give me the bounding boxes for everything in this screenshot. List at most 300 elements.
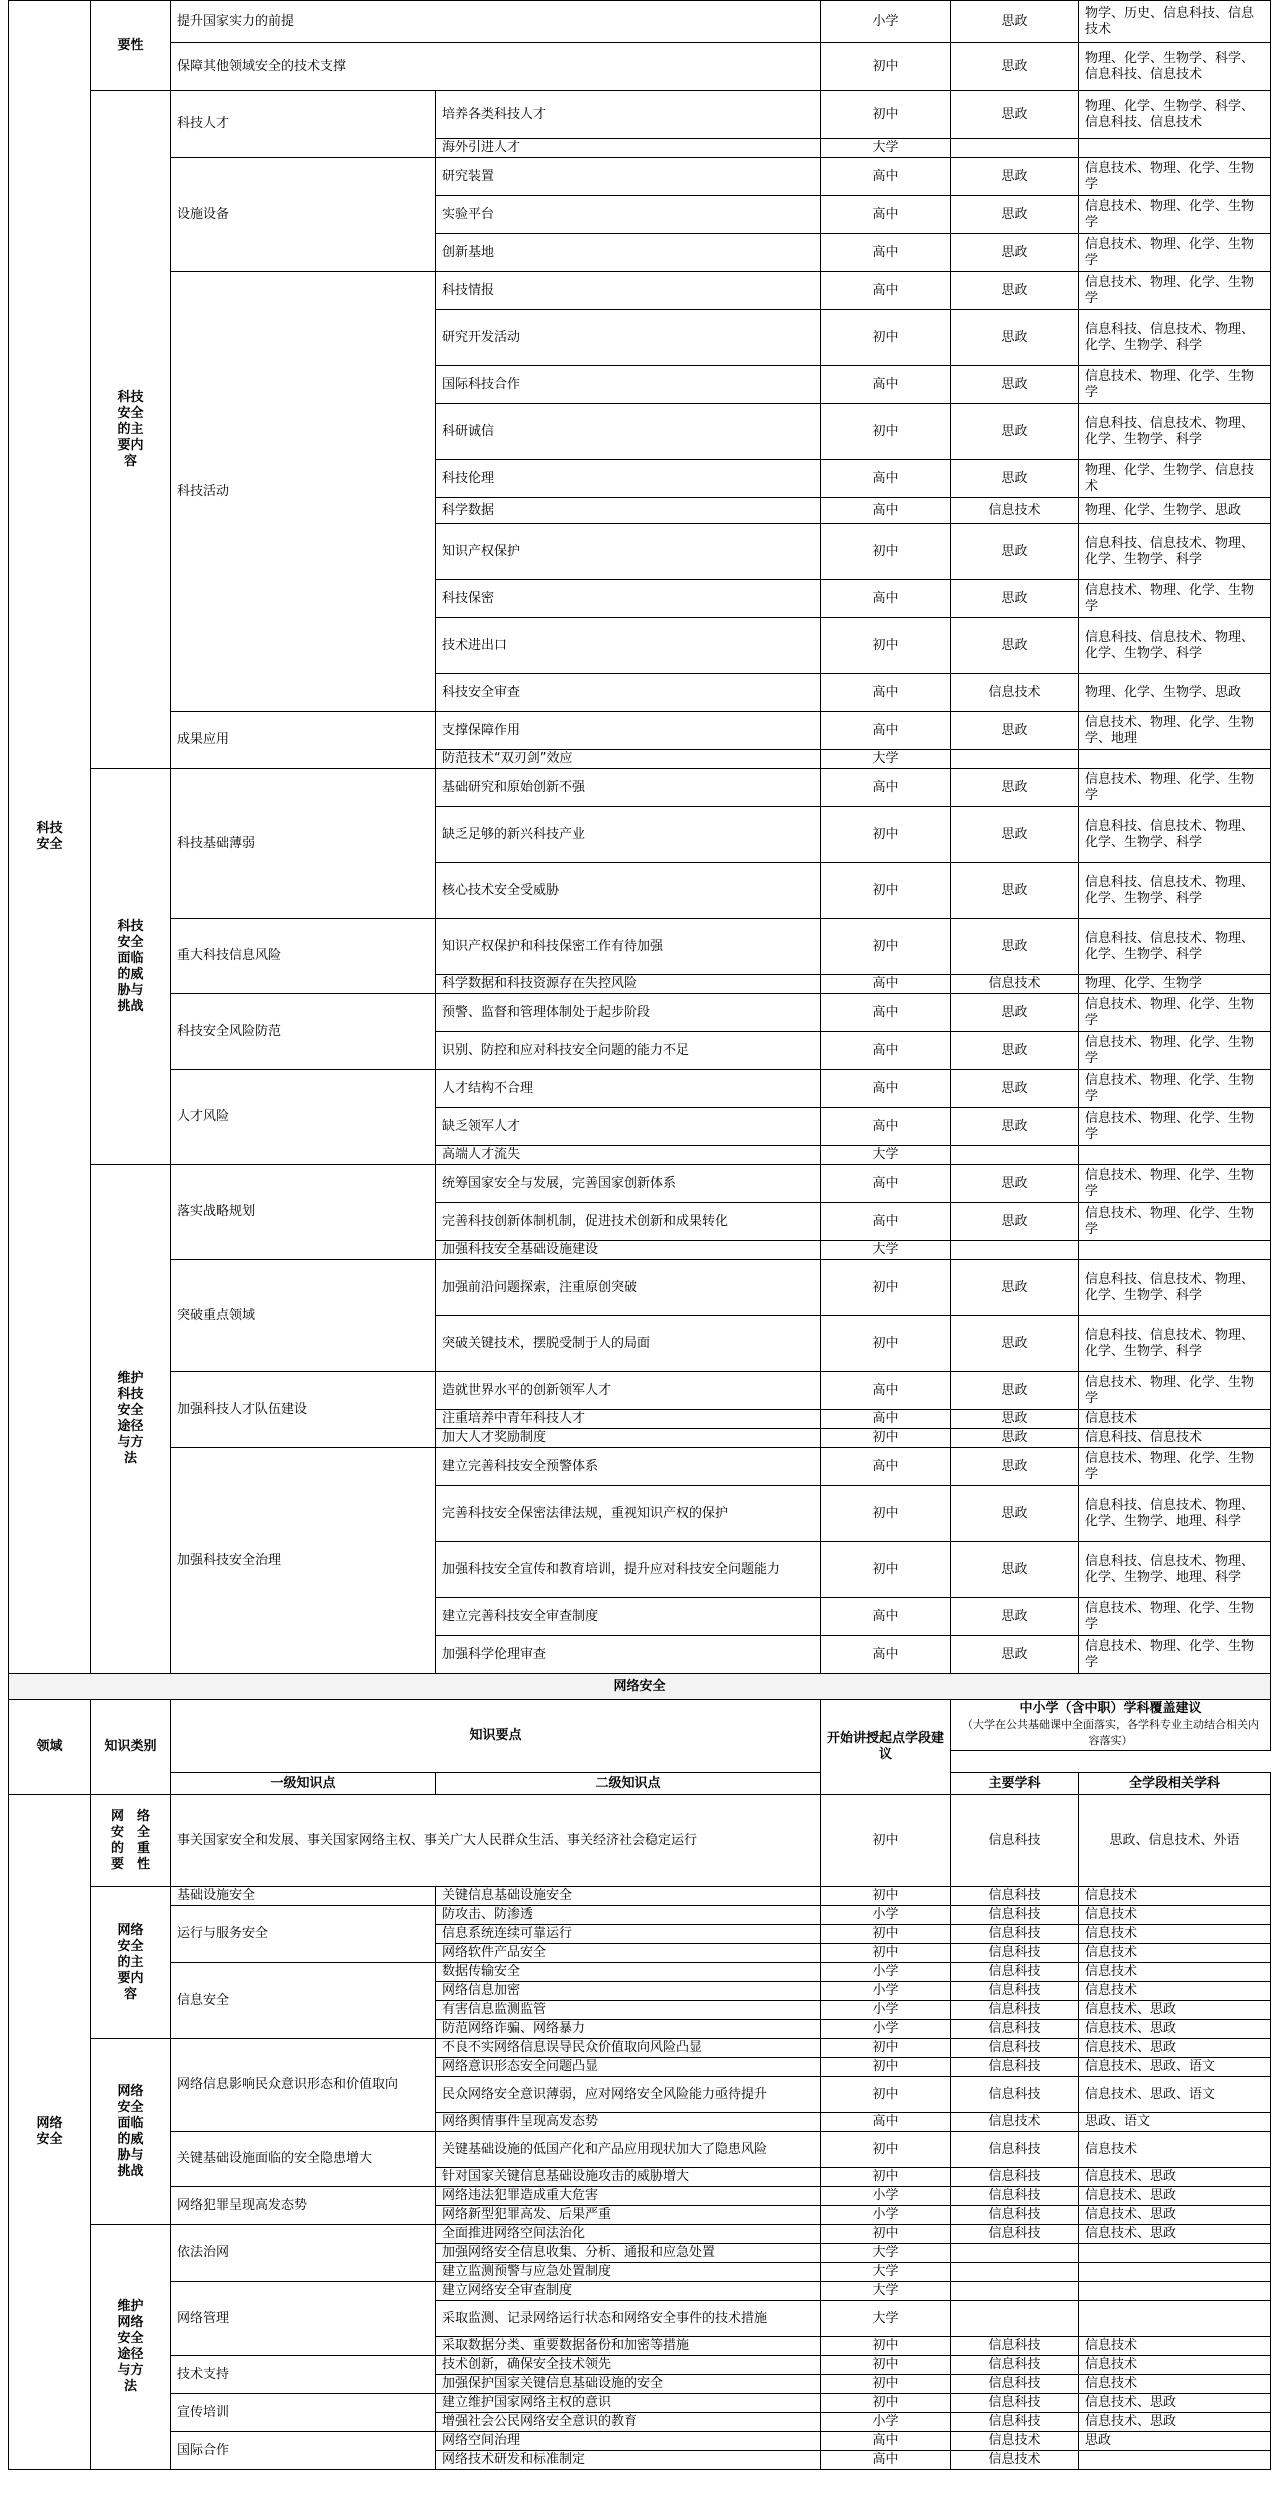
tech-level2-cell: 实验平台 (436, 196, 821, 234)
net-level2-cell: 民众网络安全意识薄弱，应对网络安全风险能力亟待提升 (436, 2077, 821, 2113)
tech-related-subject-cell (1079, 1146, 1271, 1165)
tech-row (9, 712, 1271, 750)
net-level2-cell: 建立网络安全审查制度 (436, 2282, 821, 2301)
tech-level2-cell: 完善科技安全保密法律法规，重视知识产权的保护 (436, 1486, 821, 1542)
net-level2-cell: 全面推进网络空间法治化 (436, 2225, 821, 2244)
tech-stage-cell: 高中 (821, 769, 951, 807)
tech-related-subject-cell: 信息技术、物理、化学、生物学 (1079, 1598, 1271, 1636)
tech-related-subject-cell: 信息科技、信息技术、物理、化学、生物学、科学 (1079, 807, 1271, 863)
tech-level2-cell: 知识产权保护和科技保密工作有待加强 (436, 919, 821, 975)
tech-level1-cell: 科技基础薄弱 (171, 769, 436, 919)
tech-level2-cell: 创新基地 (436, 234, 821, 272)
tech-level2-cell: 注重培养中青年科技人才 (436, 1410, 821, 1429)
header-main-subject: 主要学科 (951, 1773, 1079, 1795)
tech-stage-cell: 高中 (821, 272, 951, 310)
net-related-subject-cell: 信息技术 (1079, 1906, 1271, 1925)
net-row (9, 2039, 1271, 2058)
net-related-subject-cell: 思政、信息技术、外语 (1079, 1795, 1271, 1887)
tech-level2-cell: 完善科技创新体制机制，促进技术创新和成果转化 (436, 1203, 821, 1241)
tech-main-subject-cell: 思政 (951, 919, 1079, 975)
tech-level2-cell: 加大人才奖励制度 (436, 1429, 821, 1448)
tech-related-subject-cell: 信息科技、信息技术、物理、化学、生物学、地理、科学 (1079, 1486, 1271, 1542)
net-header-row (9, 1700, 1271, 1751)
net-level1-cell: 网络信息影响民众意识形态和价值取向 (171, 2039, 436, 2132)
tech-related-subject-cell: 物理、化学、生物学、信息技术 (1079, 460, 1271, 498)
net-level2-cell: 建立监测预警与应急处置制度 (436, 2263, 821, 2282)
tech-stage-cell: 初中 (821, 91, 951, 139)
tech-level2-cell: 科技保密 (436, 580, 821, 618)
net-related-subject-cell: 信息技术、思政、语文 (1079, 2058, 1271, 2077)
net-stage-cell: 初中 (821, 2039, 951, 2058)
tech-level2-cell: 高端人才流失 (436, 1146, 821, 1165)
tech-main-subject-cell: 思政 (951, 310, 1079, 366)
net-level2-cell: 采取监测、记录网络运行状态和网络安全事件的技术措施 (436, 2301, 821, 2337)
net-stage-cell: 高中 (821, 2113, 951, 2132)
net-level2-cell: 网络舆情事件呈现高发态势 (436, 2113, 821, 2132)
tech-level2-cell: 支撑保障作用 (436, 712, 821, 750)
tech-level2-cell: 知识产权保护 (436, 524, 821, 580)
tech-main-subject-cell: 思政 (951, 1, 1079, 43)
net-related-subject-cell: 信息技术、思政 (1079, 2039, 1271, 2058)
tech-level1-cell: 科技安全风险防范 (171, 994, 436, 1070)
net-stage-cell: 初中 (821, 2337, 951, 2356)
tech-related-subject-cell: 信息科技、信息技术、物理、化学、生物学、科学 (1079, 524, 1271, 580)
net-related-subject-cell: 信息技术、思政 (1079, 2020, 1271, 2039)
net-related-subject-cell: 信息技术 (1079, 1982, 1271, 2001)
tech-main-subject-cell: 思政 (951, 1410, 1079, 1429)
tech-row (9, 272, 1271, 310)
header-subject-title: 中小学（含中职）学科覆盖建议 (1019, 1701, 1202, 1716)
net-main-subject-cell: 信息技术 (951, 2432, 1079, 2451)
tech-stage-cell: 高中 (821, 460, 951, 498)
header-level2: 二级知识点 (436, 1773, 821, 1795)
tech-related-subject-cell: 信息技术、物理、化学、生物学 (1079, 366, 1271, 404)
tech-related-subject-cell: 信息技术、物理、化学、生物学、地理 (1079, 712, 1271, 750)
tech-row (9, 1165, 1271, 1203)
tech-main-subject-cell: 思政 (951, 404, 1079, 460)
tech-level1-cell: 人才风险 (171, 1070, 436, 1165)
tech-level2-cell: 突破关键技术，摆脱受制于人的局面 (436, 1316, 821, 1372)
tech-stage-cell: 高中 (821, 498, 951, 524)
header-subject (951, 1700, 1271, 1751)
net-stage-cell: 初中 (821, 2077, 951, 2113)
net-main-subject-cell: 信息科技 (951, 2132, 1079, 2168)
net-level2-cell: 防范网络诈骗、网络暴力 (436, 2020, 821, 2039)
tech-main-subject-cell: 思政 (951, 712, 1079, 750)
net-related-subject-cell: 信息技术 (1079, 2375, 1271, 2394)
net-related-subject-cell (1079, 2282, 1271, 2301)
tech-row (9, 1372, 1271, 1410)
net-category-cell: 维护 网络 安全 途径 与方 法 (91, 2225, 171, 2470)
tech-main-subject-cell: 思政 (951, 769, 1079, 807)
net-related-subject-cell: 信息技术、思政 (1079, 2394, 1271, 2413)
tech-category-cell: 科技 安全 的主 要内 容 (91, 91, 171, 769)
net-stage-cell: 初中 (821, 1944, 951, 1963)
net-level1-cell: 关键基础设施面临的安全隐患增大 (171, 2132, 436, 2187)
net-main-subject-cell: 信息技术 (951, 2451, 1079, 2470)
tech-level2-cell: 基础研究和原始创新不强 (436, 769, 821, 807)
tech-stage-cell: 高中 (821, 158, 951, 196)
net-related-subject-cell: 信息技术 (1079, 1963, 1271, 1982)
net-related-subject-cell: 信息技术、思政 (1079, 2225, 1271, 2244)
tech-stage-cell: 高中 (821, 674, 951, 712)
net-level2-cell: 建立维护国家网络主权的意识 (436, 2394, 821, 2413)
tech-level2-cell: 防范技术“双刃剑”效应 (436, 750, 821, 769)
net-level1-cell: 国际合作 (171, 2432, 436, 2470)
net-stage-cell: 小学 (821, 2020, 951, 2039)
net-stage-cell: 高中 (821, 2451, 951, 2470)
tech-main-subject-cell (951, 139, 1079, 158)
tech-row (9, 994, 1271, 1032)
tech-related-subject-cell (1079, 139, 1271, 158)
tech-category-cell: 要性 (91, 1, 171, 91)
tech-main-subject-cell: 思政 (951, 863, 1079, 919)
tech-level2-cell: 识别、防控和应对科技安全问题的能力不足 (436, 1032, 821, 1070)
tech-level2-cell: 科技伦理 (436, 460, 821, 498)
tech-related-subject-cell: 物理、化学、生物学、科学、信息科技、信息技术 (1079, 91, 1271, 139)
tech-main-subject-cell: 思政 (951, 1598, 1079, 1636)
net-level2-cell: 加强保护国家关键信息基础设施的安全 (436, 2375, 821, 2394)
net-related-subject-cell (1079, 2301, 1271, 2337)
tech-main-subject-cell: 信息技术 (951, 674, 1079, 712)
header-category: 知识类别 (91, 1700, 171, 1795)
tech-level2-cell: 建立完善科技安全审查制度 (436, 1598, 821, 1636)
net-main-subject-cell: 信息科技 (951, 2168, 1079, 2187)
tech-level2-cell: 加强前沿问题探索，注重原创突破 (436, 1260, 821, 1316)
tech-level2-cell: 科技情报 (436, 272, 821, 310)
tech-level2-cell: 缺乏领军人才 (436, 1108, 821, 1146)
tech-main-subject-cell: 思政 (951, 196, 1079, 234)
tech-main-subject-cell: 思政 (951, 580, 1079, 618)
tech-main-subject-cell: 思政 (951, 1636, 1079, 1674)
net-stage-cell: 小学 (821, 2187, 951, 2206)
tech-level2-cell: 造就世界水平的创新领军人才 (436, 1372, 821, 1410)
net-level1-cell: 技术支持 (171, 2356, 436, 2394)
net-related-subject-cell (1079, 2451, 1271, 2470)
net-main-subject-cell: 信息科技 (951, 2077, 1079, 2113)
tech-related-subject-cell: 信息技术、物理、化学、生物学 (1079, 769, 1271, 807)
tech-stage-cell: 初中 (821, 43, 951, 91)
tech-related-subject-cell: 信息科技、信息技术、物理、化学、生物学、科学 (1079, 919, 1271, 975)
net-main-subject-cell: 信息科技 (951, 2187, 1079, 2206)
net-level2-cell: 网络软件产品安全 (436, 1944, 821, 1963)
net-row (9, 1963, 1271, 1982)
tech-main-subject-cell: 思政 (951, 1542, 1079, 1598)
net-level2-cell: 网络新型犯罪高发、后果严重 (436, 2206, 821, 2225)
net-related-subject-cell: 信息技术、思政 (1079, 2168, 1271, 2187)
net-related-subject-cell: 信息技术 (1079, 1944, 1271, 1963)
net-main-subject-cell: 信息科技 (951, 2206, 1079, 2225)
tech-level2-cell: 加强科技安全基础设施建设 (436, 1241, 821, 1260)
tech-stage-cell: 初中 (821, 404, 951, 460)
tech-category-cell: 科技 安全 面临 的威 胁与 挑战 (91, 769, 171, 1165)
tech-main-subject-cell: 思政 (951, 234, 1079, 272)
tech-level2-cell: 人才结构不合理 (436, 1070, 821, 1108)
tech-stage-cell: 初中 (821, 863, 951, 919)
tech-stage-cell: 高中 (821, 1410, 951, 1429)
tech-stage-cell: 大学 (821, 139, 951, 158)
net-main-subject-cell: 信息科技 (951, 1887, 1079, 1906)
net-level2-cell: 网络违法犯罪造成重大危害 (436, 2187, 821, 2206)
net-main-subject-cell: 信息科技 (951, 2375, 1079, 2394)
net-row (9, 1906, 1271, 1925)
tech-row (9, 1, 1271, 43)
tech-main-subject-cell: 思政 (951, 460, 1079, 498)
net-level1-cell: 依法治网 (171, 2225, 436, 2282)
net-related-subject-cell (1079, 2244, 1271, 2263)
net-category-cell: 网 络 安 全 的 重 要 性 (91, 1795, 171, 1887)
net-stage-cell: 大学 (821, 2301, 951, 2337)
net-row (9, 2394, 1271, 2413)
net-level2-cell: 网络技术研发和标准制定 (436, 2451, 821, 2470)
tech-main-subject-cell (951, 1241, 1079, 1260)
net-row (9, 2132, 1271, 2168)
tech-main-subject-cell: 思政 (951, 994, 1079, 1032)
header-related-subject: 全学段相关学科 (1079, 1773, 1271, 1795)
tech-stage-cell: 大学 (821, 1146, 951, 1165)
net-related-subject-cell: 信息技术 (1079, 1887, 1271, 1906)
net-stage-cell: 小学 (821, 2206, 951, 2225)
net-stage-cell: 大学 (821, 2263, 951, 2282)
tech-level1-cell: 加强科技人才队伍建设 (171, 1372, 436, 1448)
net-main-subject-cell: 信息科技 (951, 1982, 1079, 2001)
tech-related-subject-cell: 信息科技、信息技术、物理、化学、生物学、地理、科学 (1079, 1542, 1271, 1598)
net-main-subject-cell: 信息科技 (951, 2356, 1079, 2375)
net-main-subject-cell: 信息科技 (951, 1944, 1079, 1963)
net-level1-cell: 网络犯罪呈现高发态势 (171, 2187, 436, 2225)
net-level2-cell: 关键信息基础设施安全 (436, 1887, 821, 1906)
net-related-subject-cell: 信息技术、思政、语文 (1079, 2077, 1271, 2113)
tech-level2-cell: 统筹国家安全与发展，完善国家创新体系 (436, 1165, 821, 1203)
header-domain: 领域 (9, 1700, 91, 1795)
tech-main-subject-cell: 思政 (951, 1032, 1079, 1070)
tech-related-subject-cell: 信息技术、物理、化学、生物学 (1079, 272, 1271, 310)
tech-knowledge-merged: 提升国家实力的前提 (171, 1, 821, 43)
net-level2-cell: 采取数据分类、重要数据备份和加密等措施 (436, 2337, 821, 2356)
header-knowledge: 知识要点 (171, 1700, 821, 1773)
tech-stage-cell: 初中 (821, 1316, 951, 1372)
tech-level2-cell: 研究开发活动 (436, 310, 821, 366)
tech-stage-cell: 高中 (821, 1108, 951, 1146)
net-stage-cell: 初中 (821, 1887, 951, 1906)
tech-stage-cell: 高中 (821, 366, 951, 404)
tech-level2-cell: 核心技术安全受威胁 (436, 863, 821, 919)
tech-related-subject-cell: 信息技术、物理、化学、生物学 (1079, 1165, 1271, 1203)
tech-main-subject-cell: 思政 (951, 1203, 1079, 1241)
tech-stage-cell: 初中 (821, 1486, 951, 1542)
tech-main-subject-cell: 信息技术 (951, 975, 1079, 994)
tech-related-subject-cell: 信息技术、物理、化学、生物学 (1079, 1372, 1271, 1410)
net-row (9, 2187, 1271, 2206)
tech-stage-cell: 初中 (821, 1542, 951, 1598)
tech-main-subject-cell: 思政 (951, 1070, 1079, 1108)
tech-related-subject-cell: 信息技术、物理、化学、生物学 (1079, 580, 1271, 618)
net-level1-cell: 信息安全 (171, 1963, 436, 2039)
tech-stage-cell: 高中 (821, 1070, 951, 1108)
tech-stage-cell: 初中 (821, 618, 951, 674)
net-level1-cell: 宣传培训 (171, 2394, 436, 2432)
tech-level1-cell: 科技人才 (171, 91, 436, 158)
net-stage-cell: 初中 (821, 2132, 951, 2168)
net-level2-cell: 信息系统连续可靠运行 (436, 1925, 821, 1944)
net-stage-cell: 小学 (821, 1982, 951, 2001)
tech-stage-cell: 初中 (821, 919, 951, 975)
tech-related-subject-cell: 信息科技、信息技术、物理、化学、生物学、科学 (1079, 618, 1271, 674)
tech-related-subject-cell: 信息技术、物理、化学、生物学 (1079, 1203, 1271, 1241)
net-main-subject-cell: 信息科技 (951, 1925, 1079, 1944)
tech-row (9, 1070, 1271, 1108)
tech-main-subject-cell: 思政 (951, 1372, 1079, 1410)
net-category-cell: 网络 安全 的主 要内 容 (91, 1887, 171, 2039)
net-stage-cell: 初中 (821, 1925, 951, 1944)
tech-domain-cell: 科技 安全 (9, 1, 91, 1674)
tech-row (9, 91, 1271, 139)
tech-stage-cell: 高中 (821, 196, 951, 234)
tech-main-subject-cell: 思政 (951, 366, 1079, 404)
net-level1-cell: 运行与服务安全 (171, 1906, 436, 1963)
net-related-subject-cell: 信息技术 (1079, 2356, 1271, 2375)
tech-level2-cell: 科学数据 (436, 498, 821, 524)
tech-level2-cell: 建立完善科技安全预警体系 (436, 1448, 821, 1486)
net-related-subject-cell: 信息技术 (1079, 1925, 1271, 1944)
net-main-subject-cell: 信息科技 (951, 2039, 1079, 2058)
tech-main-subject-cell: 思政 (951, 618, 1079, 674)
tech-level2-cell: 国际科技合作 (436, 366, 821, 404)
tech-related-subject-cell: 信息技术、物理、化学、生物学 (1079, 1636, 1271, 1674)
net-level2-cell: 防攻击、防渗透 (436, 1906, 821, 1925)
tech-main-subject-cell: 思政 (951, 91, 1079, 139)
tech-related-subject-cell: 信息技术、物理、化学、生物学 (1079, 1032, 1271, 1070)
net-related-subject-cell: 思政 (1079, 2432, 1271, 2451)
tech-related-subject-cell (1079, 1241, 1271, 1260)
tech-row (9, 43, 1271, 91)
tech-main-subject-cell: 思政 (951, 1108, 1079, 1146)
net-stage-cell: 初中 (821, 2168, 951, 2187)
tech-related-subject-cell: 信息技术、物理、化学、生物学 (1079, 234, 1271, 272)
tech-stage-cell: 高中 (821, 1448, 951, 1486)
net-stage-cell: 初中 (821, 2058, 951, 2077)
tech-row (9, 1448, 1271, 1486)
tech-related-subject-cell: 物理、化学、生物学 (1079, 975, 1271, 994)
net-stage-cell: 高中 (821, 2432, 951, 2451)
tech-related-subject-cell: 信息科技、信息技术、物理、化学、生物学、科学 (1079, 1260, 1271, 1316)
tech-stage-cell: 初中 (821, 1260, 951, 1316)
tech-stage-cell: 高中 (821, 1636, 951, 1674)
tech-main-subject-cell: 思政 (951, 524, 1079, 580)
tech-related-subject-cell: 物理、化学、生物学、思政 (1079, 498, 1271, 524)
net-main-subject-cell (951, 2282, 1079, 2301)
tech-level1-cell: 成果应用 (171, 712, 436, 769)
tech-stage-cell: 大学 (821, 750, 951, 769)
tech-stage-cell: 高中 (821, 580, 951, 618)
tech-stage-cell: 高中 (821, 1032, 951, 1070)
net-level2-cell: 加强网络安全信息收集、分析、通报和应急处置 (436, 2244, 821, 2263)
net-main-subject-cell: 信息科技 (951, 1906, 1079, 1925)
tech-row (9, 1260, 1271, 1316)
net-category-cell: 网络 安全 面临 的威 胁与 挑战 (91, 2039, 171, 2225)
tech-stage-cell: 高中 (821, 1372, 951, 1410)
net-related-subject-cell (1079, 2263, 1271, 2282)
net-related-subject-cell: 信息技术、思政 (1079, 2206, 1271, 2225)
net-stage-cell: 初中 (821, 2375, 951, 2394)
tech-main-subject-cell: 思政 (951, 807, 1079, 863)
tech-related-subject-cell: 信息技术、物理、化学、生物学 (1079, 1070, 1271, 1108)
net-security-table (8, 1673, 1271, 2470)
tech-stage-cell: 高中 (821, 234, 951, 272)
net-stage-cell: 初中 (821, 2356, 951, 2375)
tech-main-subject-cell: 思政 (951, 1429, 1079, 1448)
net-stage-cell: 初中 (821, 2225, 951, 2244)
net-stage-cell: 初中 (821, 1795, 951, 1887)
net-main-subject-cell (951, 2263, 1079, 2282)
header-subject-note: （大学在公共基础课中全面落实，各学科专业主动结合相关内容落实） (962, 1718, 1260, 1747)
tech-related-subject-cell: 物理、化学、生物学、思政 (1079, 674, 1271, 712)
tech-stage-cell: 大学 (821, 1241, 951, 1260)
net-level2-cell: 网络信息加密 (436, 1982, 821, 2001)
net-level2-cell: 不良不实网络信息误导民众价值取向风险凸显 (436, 2039, 821, 2058)
net-level2-cell: 数据传输安全 (436, 1963, 821, 1982)
tech-related-subject-cell (1079, 750, 1271, 769)
net-row (9, 2432, 1271, 2451)
tech-level1-cell: 设施设备 (171, 158, 436, 272)
net-related-subject-cell: 信息技术 (1079, 2337, 1271, 2356)
net-main-subject-cell: 信息科技 (951, 2001, 1079, 2020)
tech-related-subject-cell: 信息科技、信息技术、物理、化学、生物学、科学 (1079, 310, 1271, 366)
net-stage-cell: 小学 (821, 2001, 951, 2020)
tech-related-subject-cell: 信息科技、信息技术、物理、化学、生物学、科学 (1079, 863, 1271, 919)
tech-stage-cell: 初中 (821, 1429, 951, 1448)
net-related-subject-cell: 信息技术 (1079, 2132, 1271, 2168)
tech-related-subject-cell: 信息技术、物理、化学、生物学 (1079, 1108, 1271, 1146)
net-row (9, 1887, 1271, 1906)
tech-main-subject-cell (951, 1146, 1079, 1165)
net-related-subject-cell: 信息技术、思政 (1079, 2001, 1271, 2020)
net-main-subject-cell: 信息科技 (951, 2337, 1079, 2356)
tech-stage-cell: 高中 (821, 1203, 951, 1241)
net-main-subject-cell: 信息科技 (951, 2058, 1079, 2077)
tech-row (9, 158, 1271, 196)
tech-main-subject-cell: 信息技术 (951, 498, 1079, 524)
tech-main-subject-cell: 思政 (951, 272, 1079, 310)
net-stage-cell: 大学 (821, 2282, 951, 2301)
tech-group-merged: 保障其他领域安全的技术支撑 (171, 43, 821, 91)
net-domain-cell: 网络 安全 (9, 1795, 91, 2470)
tech-level2-cell: 加强科技安全宣传和教育培训，提升应对科技安全问题能力 (436, 1542, 821, 1598)
tech-stage-cell: 初中 (821, 524, 951, 580)
tech-main-subject-cell: 思政 (951, 1448, 1079, 1486)
net-header-row (9, 1773, 1271, 1795)
header-level1: 一级知识点 (171, 1773, 436, 1795)
net-main-subject-cell: 信息科技 (951, 1963, 1079, 1982)
tech-level2-cell: 技术进出口 (436, 618, 821, 674)
tech-category-cell: 维护 科技 安全 途径 与方 法 (91, 1165, 171, 1674)
net-main-subject-cell: 信息科技 (951, 2020, 1079, 2039)
tech-level2-cell: 培养各类科技人才 (436, 91, 821, 139)
tech-level2-cell: 海外引进人才 (436, 139, 821, 158)
net-row (9, 1795, 1271, 1887)
net-section-title: 网络安全 (9, 1674, 1271, 1700)
tech-main-subject-cell: 思政 (951, 1316, 1079, 1372)
tech-security-table (8, 0, 1271, 1674)
header-stage: 开始讲授起点学段建议 (821, 1700, 951, 1795)
tech-related-subject-cell: 信息技术、物理、化学、生物学 (1079, 994, 1271, 1032)
net-stage-cell: 小学 (821, 1906, 951, 1925)
tech-level2-cell: 预警、监督和管理体制处于起步阶段 (436, 994, 821, 1032)
tech-level2-cell: 科学数据和科技资源存在失控风险 (436, 975, 821, 994)
tech-main-subject-cell: 思政 (951, 43, 1079, 91)
tech-stage-cell: 高中 (821, 975, 951, 994)
net-level2-cell: 技术创新，确保安全技术领先 (436, 2356, 821, 2375)
